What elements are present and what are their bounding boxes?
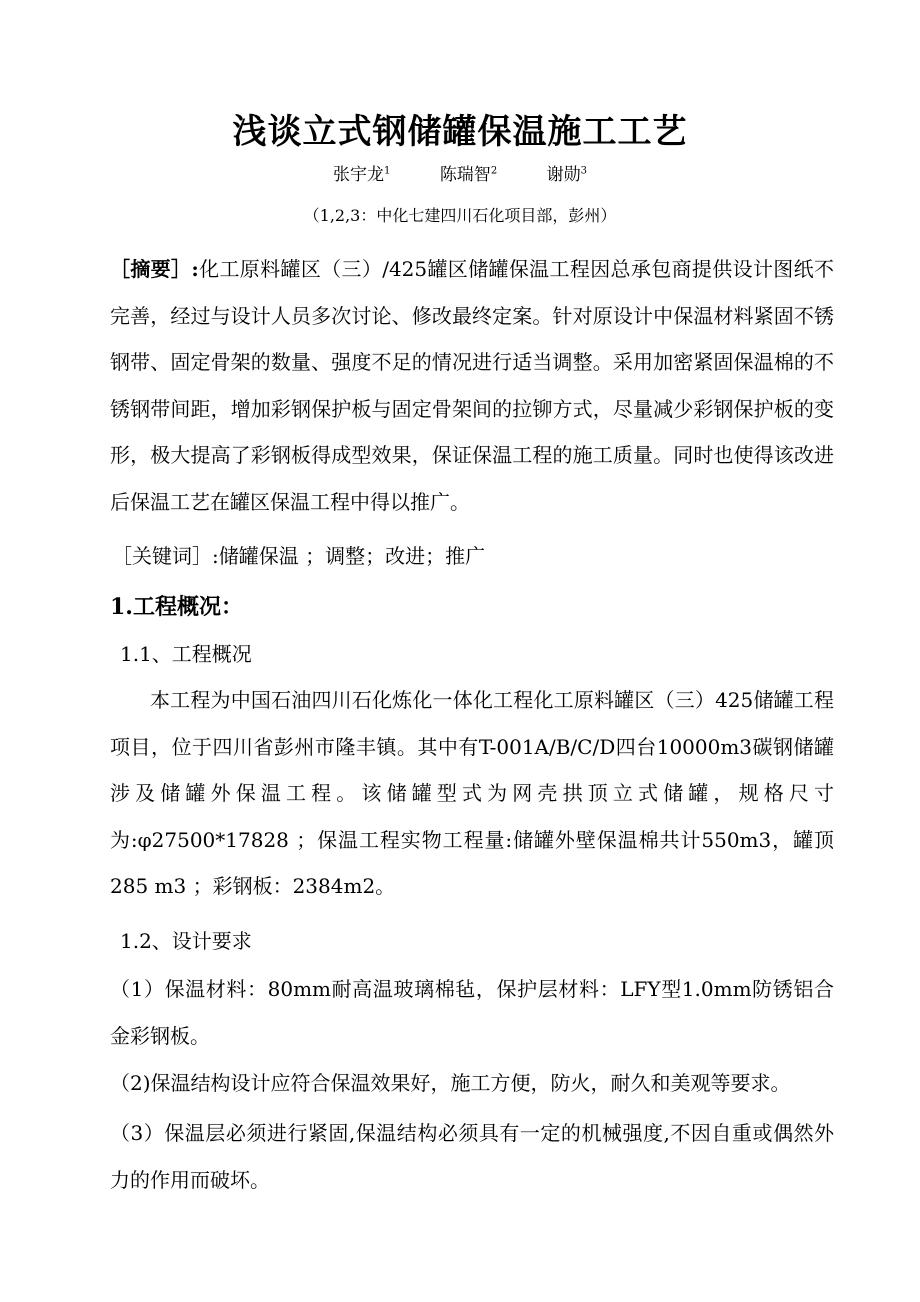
- list-item: （1）保温材料：80mm耐高温玻璃棉毡，保护层材料：LFY型1.0mm防锈铝合金彩钢板。: [110, 977, 834, 1048]
- author-mark: 1: [384, 165, 391, 177]
- section-heading: 1.工程概况：: [110, 594, 243, 620]
- paper-title: 浅谈立式钢储罐保温施工工艺: [232, 112, 688, 152]
- keywords-text: 储罐保温 ；调整；改进；推广: [218, 544, 486, 568]
- author-mark: 3: [580, 165, 587, 177]
- author-list: [0, 162, 920, 188]
- list-item: （2)保温结构设计应符合保温效果好，施工方便，防火，耐久和美观等要求。: [110, 1071, 791, 1095]
- author: [333, 162, 390, 188]
- body-paragraph: 本工程为中国石油四川石化炼化一体化工程化工原料罐区（三）425储罐工程项目，位于四川省彭州市隆丰镇。其中有T-001A/B/C/D四台10000m3碳钢储罐涉及储罐外保温工程。该储罐型式为网壳拱顶立式储罐，规格尺寸为:φ27500*17828 ；保温工程实物工程量:储罐外壁保温棉共计550m3，罐顶285 m3 ；彩钢板：2384m2。: [110, 688, 834, 898]
- author-name: 张宇龙: [333, 165, 385, 185]
- author-mark: 2: [490, 165, 498, 177]
- abstract-text: 化工原料罐区（三）/425罐区储罐保温工程因总承包商提供设计图纸不完善，经过与设计人员多次讨论、修改最终定案。针对原设计中保温材料紧固不锈钢带、固定骨架的数量、强度不足的情况进行适当调整。采用加密紧固保温棉的不锈钢带间距，增加彩钢保护板与固定骨架间的拉铆方式，尽量减少彩钢保护板的变形，极大提高了彩钢板得成型效果，保证保温工程的施工质量。同时也使得该改进后保温工艺在罐区保温工程中得以推广。: [110, 257, 834, 514]
- abstract-label: ［摘要］:: [110, 257, 199, 281]
- keywords-label: ［关键词］:: [112, 544, 219, 568]
- author-name: 陈瑞智: [439, 165, 491, 185]
- subsection-heading: 1.2、设计要求: [120, 929, 252, 953]
- author: [440, 162, 497, 188]
- subsection-heading: 1.1、工程概况: [120, 642, 252, 666]
- list-item: （3）保温层必须进行紧固,保温结构必须具有一定的机械强度,不因自重或偶然外力的作用而破坏。: [110, 1121, 834, 1192]
- keywords: [112, 533, 836, 580]
- affiliation: （1,2,3：中化七建四川石化项目部，彭州）: [303, 206, 617, 225]
- author-name: 谢勋: [546, 165, 581, 185]
- author: [547, 162, 587, 188]
- abstract: [110, 246, 834, 525]
